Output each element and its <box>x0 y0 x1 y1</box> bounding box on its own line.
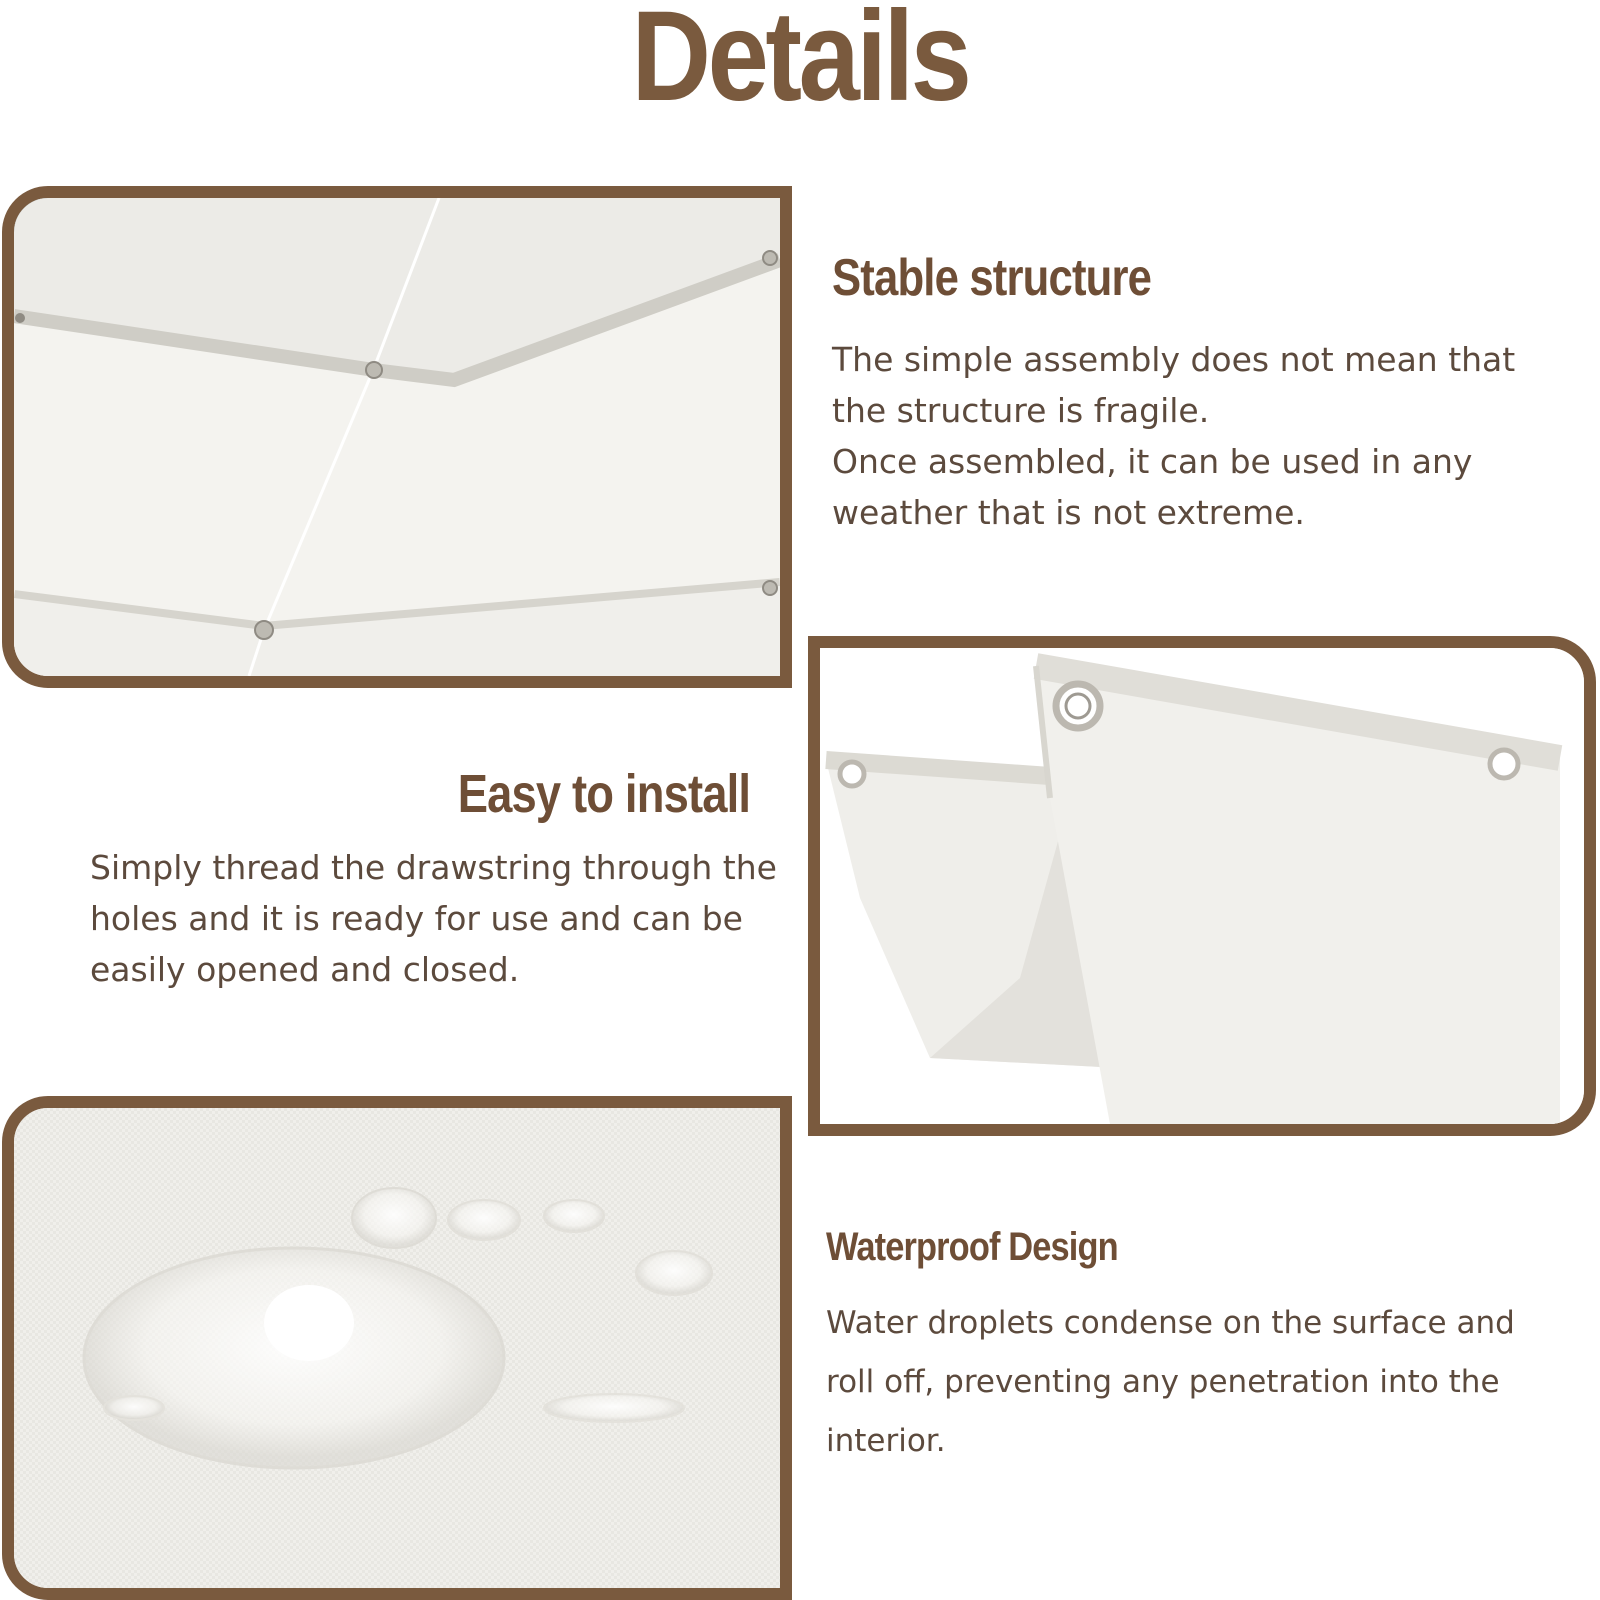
folded-panel-grommet-photo <box>808 636 1596 1136</box>
text-line: Simply thread the drawstring through the <box>90 848 777 887</box>
easy-install-text <box>90 842 777 995</box>
waterproof-design-text <box>826 1294 1515 1471</box>
text-line: interior. <box>826 1423 946 1459</box>
text-line: holes and it is ready for use and can be <box>90 899 743 938</box>
text-line: Water droplets condense on the surface and <box>826 1305 1515 1341</box>
text-line: Once assembled, it can be used in any <box>832 442 1473 481</box>
water-droplets-fabric-photo <box>2 1096 792 1600</box>
text-line: easily opened and closed. <box>90 950 520 989</box>
page-title: Details <box>631 0 969 128</box>
canopy-drawstring-photo <box>2 186 792 688</box>
stable-structure-text <box>832 334 1515 538</box>
text-line: The simple assembly does not mean that <box>832 340 1516 379</box>
text-line: weather that is not extreme. <box>832 493 1305 532</box>
text-line: roll off, preventing any penetration into the <box>826 1364 1500 1400</box>
stable-structure-heading: Stable structure <box>832 249 1152 307</box>
waterproof-design-heading: Waterproof Design <box>826 1225 1118 1269</box>
easy-install-heading: Easy to install <box>457 764 750 824</box>
text-line: the structure is fragile. <box>832 391 1210 430</box>
